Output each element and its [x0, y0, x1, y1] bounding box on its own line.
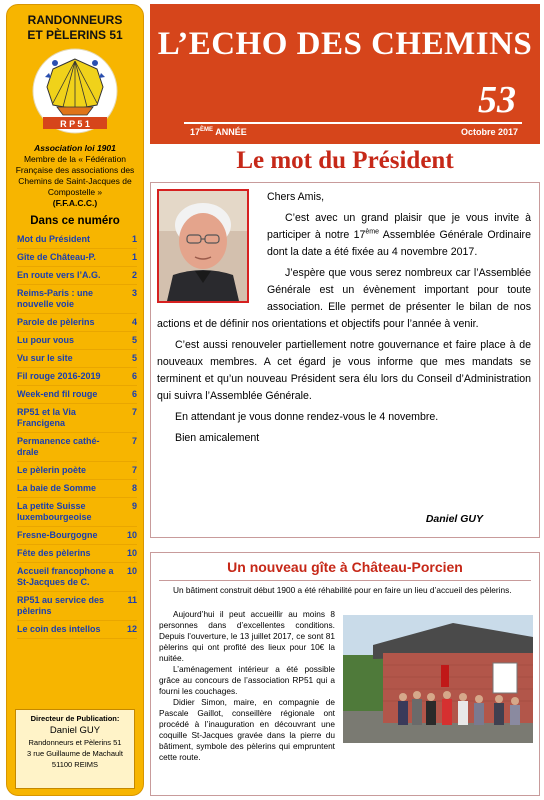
gite-paragraph: Didier Simon, maire, en compagnie de Pascale Gaillot, conseillère régionale ont procédé à l’inauguration en découvrant une coquille St-Jacques gravée dans la pierre du bâtiment, symbole des pèlerins qui empruntent cette route.	[159, 697, 335, 762]
org-name	[7, 13, 143, 43]
member-line: Membre de la « Fédération	[23, 154, 127, 164]
toc-item-page: 7	[131, 465, 137, 475]
toc-item[interactable]	[17, 404, 137, 433]
inauguration-image	[343, 615, 533, 743]
toc-item-label: RP51 au service des pèlerins	[17, 595, 105, 616]
toc-item-page: 11	[127, 595, 137, 605]
ffacc-label: (F.F.A.C.C.)	[52, 198, 98, 208]
toc-item-page: 10	[126, 566, 137, 576]
toc-item-label: Fil rouge 2016-2019	[17, 371, 101, 381]
letter-paragraph-part: C’est avec un grand plaisir que je vous invite à participer à notre 17	[267, 212, 531, 241]
toc-item-page: 9	[131, 501, 137, 511]
toc-item-label: La baie de Somme	[17, 483, 97, 493]
member-line: Compostelle »	[47, 187, 103, 197]
issue-number: 53	[478, 79, 516, 121]
toc-item-label: Le coin des intellos	[17, 624, 101, 634]
letter-paragraph: C’est aussi renouveler partiellement notre gouvernance et faire place à de nouveaux membres. A cet égard je vous informe que mes mandats se terminent et qu’un nouveau Président sera élu lors du Conseil d’Administration qui suivra l’Assemblée Générale.	[157, 339, 531, 402]
toc-item-page: 5	[131, 353, 137, 363]
assoc-type: Association loi 1901	[34, 143, 116, 153]
toc-item-label: Gîte de Château-P.	[17, 252, 96, 262]
gite-paragraph: Aujourd’hui il peut accueillir au moins 8 personnes dans d’excellentes conditions. Depuis l’ouverture, le 13 juillet 2017, ce sont 81 pèlerins qui ont profité des lieux pour 10€ la nuitée.	[159, 609, 335, 663]
ordinal-suffix: ème	[365, 228, 380, 236]
toc-item[interactable]	[17, 332, 137, 350]
toc-item[interactable]	[17, 285, 137, 314]
toc-item[interactable]	[17, 498, 137, 527]
letter-paragraph: En attendant je vous donne rendez-vous le 4 novembre.	[175, 411, 439, 423]
toc-item-page: 10	[126, 548, 137, 558]
toc-item-label: Week-end fil rouge	[17, 389, 98, 399]
gite-inauguration-photo	[343, 615, 533, 743]
director-label: Directeur de Publication:	[30, 714, 120, 723]
toc-item[interactable]	[17, 621, 137, 639]
toc-item[interactable]	[17, 231, 137, 249]
toc-item-label: Lu pour vous	[17, 335, 74, 345]
toc-item-page: 5	[131, 335, 137, 345]
member-line: Française des associations des	[15, 165, 135, 175]
president-letter-body	[157, 189, 531, 451]
address-line: Randonneurs et Pèlerins 51	[28, 738, 122, 747]
letter-paragraph-part: Assemblée Générale Ordinaire dont la date a été fixée au 4 novembre 2017.	[267, 229, 531, 258]
table-of-contents	[7, 231, 143, 639]
president-article	[150, 182, 540, 538]
toc-item[interactable]	[17, 545, 137, 563]
toc-item-page: 1	[131, 252, 137, 262]
toc-item-page: 10	[126, 530, 137, 540]
toc-item-page: 7	[131, 407, 137, 417]
toc-item[interactable]	[17, 350, 137, 368]
year-suffix: ÈME	[200, 127, 214, 133]
toc-item[interactable]	[17, 249, 137, 267]
toc-item-page: 2	[131, 270, 137, 280]
toc-item-page: 8	[131, 483, 137, 493]
masthead-banner	[150, 4, 540, 144]
president-section-title: Le mot du Président	[236, 147, 454, 174]
scallop-shell-logo	[27, 47, 123, 139]
toc-item-label: RP51 et la Via Francigena	[17, 407, 76, 428]
toc-item[interactable]	[17, 563, 137, 592]
toc-item-label: Permanence cathé-drale	[17, 436, 100, 457]
logo-text: R P 5 1	[60, 119, 90, 129]
masthead-title: L’ECHO DES CHEMINS	[157, 26, 533, 62]
signature: Daniel GUY	[425, 513, 483, 525]
toc-item[interactable]	[17, 386, 137, 404]
year-label	[190, 127, 247, 137]
toc-item-label: Parole de pèlerins	[17, 317, 95, 327]
address-line: 3 rue Guillaume de Machault	[27, 749, 123, 758]
toc-item-page: 12	[126, 624, 137, 634]
org-name-line2: ET PÈLERINS 51	[27, 28, 123, 42]
toc-item-page: 7	[131, 436, 137, 446]
toc-item[interactable]	[17, 592, 137, 621]
toc-item-page: 4	[131, 317, 137, 327]
toc-item-label: En route vers l’A.G.	[17, 270, 101, 280]
gite-body	[159, 609, 335, 763]
toc-title: Dans ce numéro	[30, 215, 120, 227]
address-line: 51100 REIMS	[51, 760, 99, 769]
year-word: ANNÉE	[215, 127, 247, 137]
toc-item-page: 6	[131, 389, 137, 399]
toc-item-label: Le pèlerin poète	[17, 465, 87, 475]
toc-item-label: Reims-Paris : une nouvelle voie	[17, 288, 94, 309]
toc-item-label: La petite Suisse luxembourgeoise	[17, 501, 92, 522]
org-name-line1: RANDONNEURS	[27, 13, 123, 27]
toc-item-label: Vu sur le site	[17, 353, 73, 363]
toc-item[interactable]	[17, 527, 137, 545]
toc-item-label: Accueil francophone a St-Jacques de C.	[17, 566, 114, 587]
gite-article	[150, 552, 540, 796]
gite-divider	[159, 580, 531, 581]
toc-item-label: Fresne-Bourgogne	[17, 530, 98, 540]
toc-item[interactable]	[17, 480, 137, 498]
toc-item-label: Mot du Président	[17, 234, 91, 244]
letter-greeting: Chers Amis,	[267, 191, 325, 203]
toc-item[interactable]	[17, 433, 137, 462]
toc-item-page: 3	[131, 288, 137, 298]
gite-paragraph: L’aménagement intérieur a été possible grâce au concours de l’association RP51 qui a fourni les couchages.	[159, 664, 335, 696]
letter-paragraph: J’espère que vous serez nombreux car l’Assemblée Générale est un évènement important pour toute association. Elle permet de présenter le bilan de nos actions et de définir nos orientations et objectifs pour l’année à venir.	[157, 267, 531, 330]
toc-item-label: Fête des pèlerins	[17, 548, 91, 558]
issue-date: Octobre 2017	[460, 127, 518, 137]
toc-item[interactable]	[17, 314, 137, 332]
toc-item-page: 6	[131, 371, 137, 381]
publication-director-box	[15, 709, 135, 789]
letter-closing: Bien amicalement	[175, 432, 260, 444]
association-info	[7, 143, 143, 209]
gite-article-title: Un nouveau gîte à Château-Porcien	[227, 559, 463, 575]
year-number: 17	[190, 127, 201, 137]
toc-item[interactable]	[17, 368, 137, 386]
header-divider	[184, 122, 522, 124]
member-line: Chemins de Saint-Jacques de	[18, 176, 132, 186]
director-name: Daniel GUY	[49, 725, 101, 736]
toc-item[interactable]	[17, 462, 137, 480]
gite-lead-paragraph: Un bâtiment construit début 1900 a été réhabilité pour en faire un lieu d’accueil des pèlerins.	[173, 585, 512, 595]
gite-lead	[159, 585, 531, 596]
sidebar	[6, 4, 144, 796]
toc-item[interactable]	[17, 267, 137, 285]
toc-item-page: 1	[131, 234, 137, 244]
